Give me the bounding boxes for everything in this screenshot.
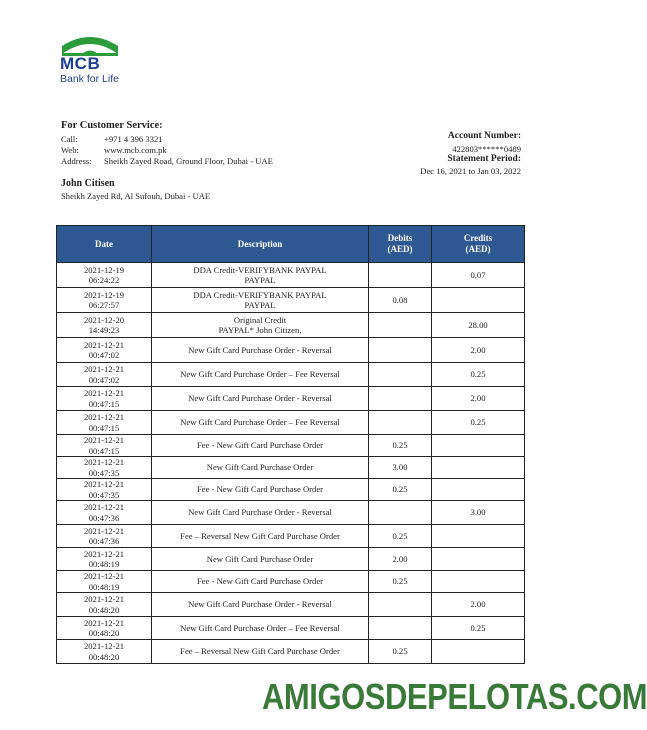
description-cell: Fee - New Gift Card Purchase Order bbox=[152, 479, 369, 501]
customer-service-title: For Customer Service: bbox=[61, 120, 163, 131]
call-row bbox=[61, 134, 163, 145]
credit-cell: 0.25 bbox=[432, 617, 525, 640]
watermark: AMIGOSDEPELOTAS.COM bbox=[262, 676, 647, 717]
debit-cell: 0.25 bbox=[369, 571, 432, 593]
credit-cell bbox=[432, 571, 525, 593]
debit-cell: 2.00 bbox=[369, 548, 432, 571]
date-cell: 2021-12-20 14:49:23 bbox=[57, 313, 152, 338]
description-cell: New Gift Card Purchase Order – Fee Reversal bbox=[152, 617, 369, 640]
customer-address: Sheikh Zayed Rd, Al Sufouh, Dubai - UAE bbox=[61, 191, 211, 201]
header-debits: Debits (AED) bbox=[369, 226, 432, 263]
statement-period: Dec 16, 2021 to Jan 03, 2022 bbox=[420, 166, 521, 176]
credit-cell: 28.00 bbox=[432, 313, 525, 338]
account-number-label: Account Number: bbox=[447, 131, 521, 141]
credit-cell: 0.07 bbox=[432, 263, 525, 288]
header-date: Date bbox=[57, 226, 152, 263]
date-cell: 2021-12-21 00:47:02 bbox=[57, 363, 152, 387]
description-cell: New Gift Card Purchase Order – Fee Reversal bbox=[152, 363, 369, 387]
call-label: Call: bbox=[61, 134, 78, 144]
date-cell: 2021-12-21 00:47:02 bbox=[57, 338, 152, 363]
description-cell: DDA Credit-VERIFYBANK PAYPAL PAYPAL bbox=[152, 288, 369, 313]
credit-cell bbox=[432, 288, 525, 313]
table-row bbox=[57, 617, 525, 640]
bank-name: MCB bbox=[60, 54, 101, 73]
debit-cell bbox=[369, 501, 432, 525]
table-row bbox=[57, 435, 525, 457]
description-cell: New Gift Card Purchase Order - Reversal bbox=[152, 593, 369, 617]
table-row bbox=[57, 363, 525, 387]
table-header-row bbox=[57, 226, 525, 263]
description-cell: New Gift Card Purchase Order - Reversal bbox=[152, 338, 369, 363]
debit-cell: 0.25 bbox=[369, 525, 432, 548]
credit-cell bbox=[432, 457, 525, 479]
date-cell: 2021-12-21 00:48:20 bbox=[57, 617, 152, 640]
date-cell: 2021-12-19 06:24:22 bbox=[57, 263, 152, 288]
debit-cell bbox=[369, 263, 432, 288]
call-value: +971 4 396 3321 bbox=[104, 134, 163, 144]
debit-cell bbox=[369, 338, 432, 363]
web-row bbox=[61, 145, 167, 156]
table-row bbox=[57, 548, 525, 571]
date-cell: 2021-12-21 00:47:36 bbox=[57, 501, 152, 525]
description-cell: Original Credit PAYPAL* John Citizen, bbox=[152, 313, 369, 338]
transactions-table bbox=[56, 225, 525, 664]
date-cell: 2021-12-21 00:48:19 bbox=[57, 548, 152, 571]
description-cell: New Gift Card Purchase Order - Reversal bbox=[152, 501, 369, 525]
credit-cell: 3.00 bbox=[432, 501, 525, 525]
credit-cell: 0.25 bbox=[432, 411, 525, 435]
customer-name: John Citisen bbox=[61, 178, 115, 189]
table-row bbox=[57, 457, 525, 479]
table-row bbox=[57, 338, 525, 363]
debit-cell bbox=[369, 617, 432, 640]
table-row bbox=[57, 479, 525, 501]
header-description: Description bbox=[152, 226, 369, 263]
debit-cell bbox=[369, 593, 432, 617]
date-cell: 2021-12-21 00:47:15 bbox=[57, 387, 152, 411]
table-row bbox=[57, 387, 525, 411]
debit-cell: 0.08 bbox=[369, 288, 432, 313]
description-cell: New Gift Card Purchase Order - Reversal bbox=[152, 387, 369, 411]
table-row bbox=[57, 288, 525, 313]
table-row bbox=[57, 313, 525, 338]
web-value[interactable]: www.mcb.com.pk bbox=[104, 145, 167, 155]
address-value: Sheikh Zayed Road, Ground Floor, Dubai - UAE bbox=[104, 156, 273, 166]
table-row bbox=[57, 501, 525, 525]
debit-cell bbox=[369, 363, 432, 387]
account-number: 422803******0489 bbox=[452, 144, 521, 154]
credit-cell: 2.00 bbox=[432, 593, 525, 617]
address-row bbox=[61, 156, 273, 167]
description-cell: Fee – Reversal New Gift Card Purchase Order bbox=[152, 640, 369, 664]
bank-tagline: Bank for Life bbox=[60, 73, 119, 85]
description-cell: Fee - New Gift Card Purchase Order bbox=[152, 435, 369, 457]
debit-cell: 0.25 bbox=[369, 640, 432, 664]
table-row bbox=[57, 640, 525, 664]
debit-cell bbox=[369, 387, 432, 411]
description-cell: New Gift Card Purchase Order bbox=[152, 548, 369, 571]
description-cell: DDA Credit-VERIFYBANK PAYPAL PAYPAL bbox=[152, 263, 369, 288]
web-label: Web: bbox=[61, 145, 79, 155]
description-cell: New Gift Card Purchase Order bbox=[152, 457, 369, 479]
credit-cell bbox=[432, 479, 525, 501]
table-row bbox=[57, 263, 525, 288]
table-row bbox=[57, 593, 525, 617]
header-credits: Credits (AED) bbox=[432, 226, 525, 263]
date-cell: 2021-12-21 00:48:20 bbox=[57, 593, 152, 617]
credit-cell: 2.00 bbox=[432, 338, 525, 363]
date-cell: 2021-12-21 00:47:15 bbox=[57, 435, 152, 457]
statement-period-label: Statement Period: bbox=[447, 154, 521, 164]
table-row bbox=[57, 411, 525, 435]
description-cell: New Gift Card Purchase Order – Fee Reversal bbox=[152, 411, 369, 435]
debit-cell: 0.25 bbox=[369, 479, 432, 501]
date-cell: 2021-12-19 06:27:57 bbox=[57, 288, 152, 313]
debit-cell bbox=[369, 411, 432, 435]
credit-cell: 0.25 bbox=[432, 363, 525, 387]
date-cell: 2021-12-21 00:48:19 bbox=[57, 571, 152, 593]
credit-cell bbox=[432, 435, 525, 457]
date-cell: 2021-12-21 00:47:36 bbox=[57, 525, 152, 548]
table-row bbox=[57, 525, 525, 548]
description-cell: Fee - New Gift Card Purchase Order bbox=[152, 571, 369, 593]
address-label: Address: bbox=[61, 156, 92, 166]
date-cell: 2021-12-21 00:47:35 bbox=[57, 457, 152, 479]
credit-cell: 2.00 bbox=[432, 387, 525, 411]
date-cell: 2021-12-21 00:48:20 bbox=[57, 640, 152, 664]
table-row bbox=[57, 571, 525, 593]
debit-cell bbox=[369, 313, 432, 338]
credit-cell bbox=[432, 548, 525, 571]
date-cell: 2021-12-21 00:47:15 bbox=[57, 411, 152, 435]
mcb-logo bbox=[60, 32, 122, 85]
debit-cell: 3.00 bbox=[369, 457, 432, 479]
credit-cell bbox=[432, 525, 525, 548]
date-cell: 2021-12-21 00:47:35 bbox=[57, 479, 152, 501]
debit-cell: 0.25 bbox=[369, 435, 432, 457]
mcb-logo-mark bbox=[60, 32, 120, 56]
description-cell: Fee – Reversal New Gift Card Purchase Order bbox=[152, 525, 369, 548]
credit-cell bbox=[432, 640, 525, 664]
